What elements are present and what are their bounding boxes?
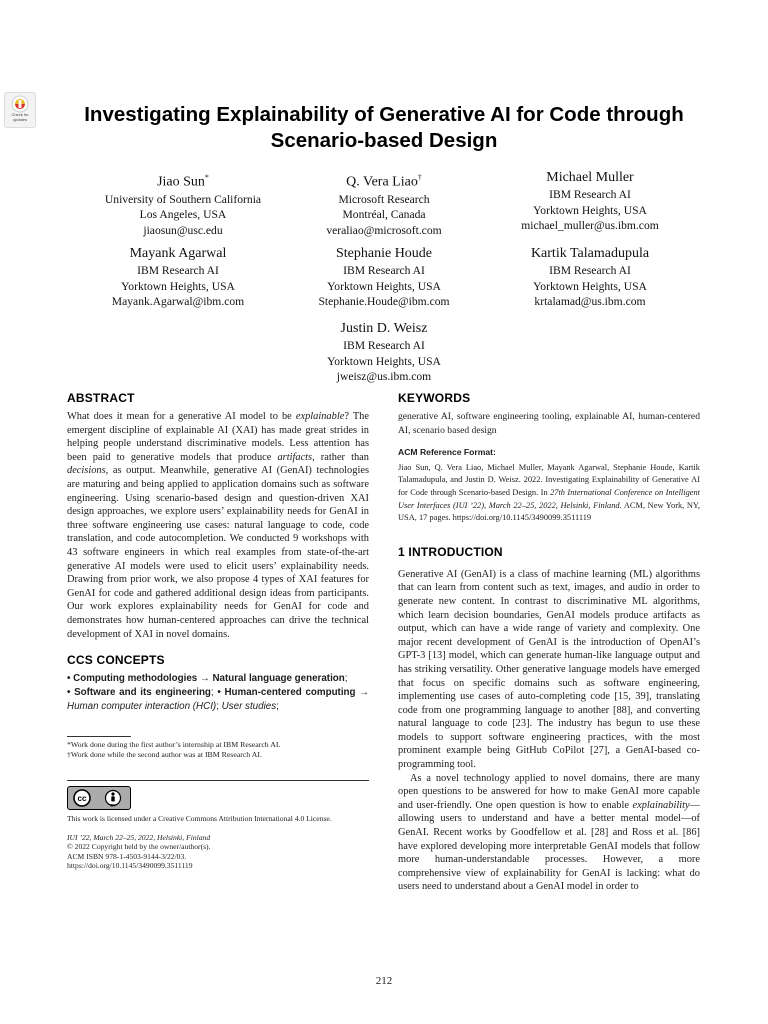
author-block bbox=[470, 244, 710, 310]
license-rule bbox=[67, 780, 369, 781]
author-location: Yorktown Heights, USA bbox=[327, 279, 441, 293]
by-icon bbox=[100, 789, 126, 807]
acm-reference-text: Jiao Sun, Q. Vera Liao, Michael Muller, Mayank Agarwal, Stephanie Houde, Kartik Talamadupula, and Justin D. Weisz. 2022. Investigating Explainability of Generative AI for Code through Scenario-based Design. In 27th International Conference on Intelligent User Interfaces (IUI ’22), March 22–25, 2022, Helsinki, Finland. ACM, New York, NY, USA, 17 pages. https://doi.org/10.1145/3490099.3511119 bbox=[398, 462, 700, 523]
author-affiliation: University of Southern California bbox=[104, 192, 262, 206]
footnote: *Work done during the first author’s internship at IBM Research AI. bbox=[67, 740, 281, 750]
author-affiliation: IBM Research AI bbox=[343, 339, 425, 352]
author-location: Los Angeles, USA bbox=[139, 208, 227, 222]
author-name: Kartik Talamadupula bbox=[530, 246, 650, 261]
author-location: Yorktown Heights, USA bbox=[533, 203, 647, 217]
doi-link[interactable]: https://doi.org/10.1145/3490099.3511119 bbox=[67, 861, 193, 871]
copyright: © 2022 Copyright held by the owner/author(s). bbox=[67, 842, 211, 852]
venue: IUI ’22, March 22–25, 2022, Helsinki, Finland bbox=[67, 832, 211, 842]
footnote: †Work done while the second author was at IBM Research AI. bbox=[67, 750, 262, 760]
author-name: Stephanie Houde bbox=[335, 246, 433, 261]
ccs-concepts: • Computing methodologies → Natural language generation; • Software and its engineering; • Human-centered computing → Human computer interaction (HCI); User studies; bbox=[67, 673, 369, 713]
author-email: krtalamad@us.ibm.com bbox=[534, 295, 646, 309]
introduction-heading: 1 INTRODUCTION bbox=[398, 544, 503, 559]
isbn: ACM ISBN 978-1-4503-9144-3/22/03. bbox=[67, 851, 187, 861]
keywords-text: generative AI, software engineering tooling, explainable AI, human-centered AI, scenario based design bbox=[398, 411, 700, 436]
badge-label: Check for updates bbox=[11, 112, 29, 122]
author-affiliation: IBM Research AI bbox=[343, 264, 425, 277]
author-location: Yorktown Heights, USA bbox=[327, 354, 441, 368]
cc-icon bbox=[73, 789, 91, 807]
author-email: veraliao@microsoft.com bbox=[326, 223, 442, 237]
license-text: This work is licensed under a Creative Commons Attribution International 4.0 License. bbox=[67, 814, 332, 824]
author-email: jweisz@us.ibm.com bbox=[336, 370, 432, 384]
author-name: Michael Muller bbox=[546, 170, 634, 185]
keywords-heading: KEYWORDS bbox=[398, 391, 471, 405]
page-number: 212 bbox=[375, 975, 393, 987]
author-affiliation: IBM Research AI bbox=[549, 264, 631, 277]
abstract-text: What does it mean for a generative AI model to be explainable? The emergent discipline of explainable AI (XAI) has made great strides in helping people understand discriminative models. Less attention has been paid to generative models that produce artifacts, rather than decisions, as output. Meanwhile, generative AI (GenAI) technologies are maturing and being applied to application domains such as software engineering. Using scenario-based design and question-driven XAI design approaches, we explore users’ explainability needs for GenAI in three software engineering use cases: natural language to code, code translation, and code autocompletion. We conducted 9 workshops with 43 software engineers in which real examples from state-of-the-art generative AI models were used to elicit users’ explainability needs. Drawing from prior work, we also propose 4 types of XAI features for GenAI for code and gathered additional design ideas from participants. Our work explores explainability needs for GenAI for code and demonstrates how human-centered approaches can drive the technical development of XAI in novel domains. bbox=[67, 411, 369, 640]
author-email: Stephanie.Houde@ibm.com bbox=[318, 295, 450, 309]
cc-by-license-icon[interactable] bbox=[67, 786, 131, 810]
author-location: Montréal, Canada bbox=[342, 208, 426, 222]
abstract-heading: ABSTRACT bbox=[67, 391, 135, 405]
author-name: Jiao Sun* bbox=[157, 173, 209, 190]
author-block bbox=[264, 168, 504, 238]
acm-reference-heading: ACM Reference Format: bbox=[398, 447, 496, 458]
intro-paragraph: As a novel technology applied to novel domains, there are many open questions to be answered for how to make GenAI more capable and user-friendly. One open question is how to enable explainability—allowing users to understand and have a better mental model—of GenAI. Recent works by Goodfellow et al. [28] and Ross et al. [86] have explored developing more interpretable GenAI models that follow more human-understandable processes. However, a more comprehensive view of explainability for GenAI is lacking: what do users need to understand about a GenAI model in order to bbox=[398, 772, 700, 893]
intro-paragraph: Generative AI (GenAI) is a class of machine learning (ML) algorithms that can learn from content such as text, images, and audio in order to generate new content. In contrast to discriminative ML algorithms, which learn decision boundaries, GenAI models produce artifacts as output, which can have a wide range of variety and complexity. One major recent development of GenAI is the introduction of OpenAI’s GPT-3 [13] model, which can generate human-like language output and has striking versatility. Other generative language models have emerged that focus on specific domains such as software engineering, implementing use cases of auto-completing code [15, 39], translating code from one programming language to another [88], and converting natural language to code [23]. The industry has begun to use these models to support software engineering practices, with the most prominent example being GitHub CoPilot [27], a GenAI-based co-programming tool. bbox=[398, 568, 700, 771]
paper-title: Investigating Explainability of Generative AI for Code through Scenario-based Design bbox=[84, 103, 684, 152]
right-column bbox=[398, 391, 700, 894]
author-affiliation: IBM Research AI bbox=[549, 188, 631, 201]
author-email: jiaosun@usc.edu bbox=[143, 223, 223, 237]
author-affiliation: IBM Research AI bbox=[137, 264, 219, 277]
author-block bbox=[264, 319, 504, 385]
author-name: Q. Vera Liao† bbox=[346, 173, 422, 190]
author-block bbox=[470, 168, 710, 234]
ccs-heading: CCS CONCEPTS bbox=[67, 653, 165, 668]
footnote-rule bbox=[67, 736, 131, 737]
left-column bbox=[67, 391, 369, 871]
author-location: Yorktown Heights, USA bbox=[533, 279, 647, 293]
author-name: Mayank Agarwal bbox=[129, 246, 227, 261]
author-block bbox=[264, 244, 504, 310]
author-block bbox=[58, 244, 298, 310]
by-label: BY bbox=[110, 803, 115, 808]
author-affiliation: Microsoft Research bbox=[338, 192, 430, 206]
author-email: Mayank.Agarwal@ibm.com bbox=[111, 295, 245, 309]
author-location: Yorktown Heights, USA bbox=[121, 279, 235, 293]
cc-label: cc bbox=[77, 794, 86, 804]
author-name: Justin D. Weisz bbox=[340, 321, 428, 336]
author-email: michael_muller@us.ibm.com bbox=[521, 219, 659, 233]
